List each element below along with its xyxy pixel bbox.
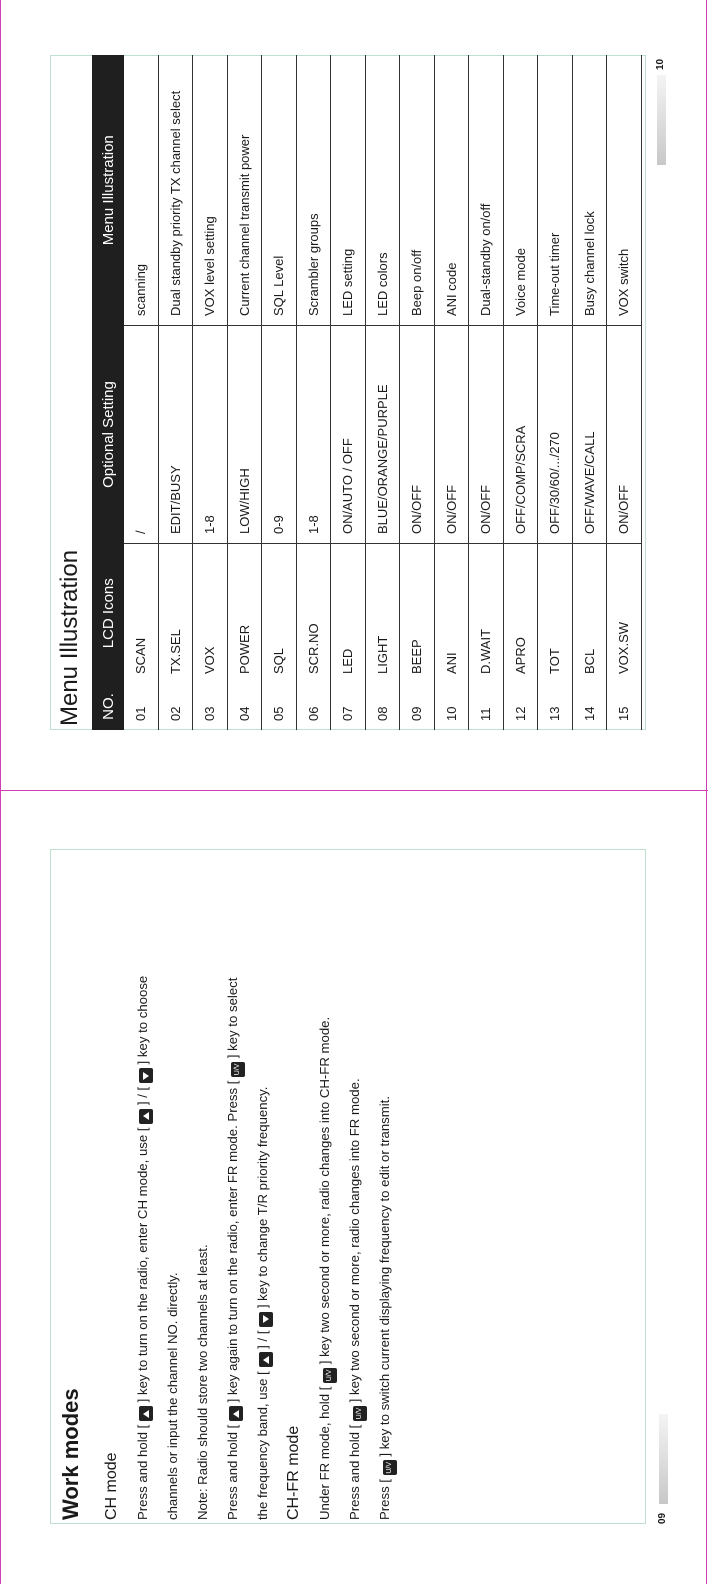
uv-key-icon: U/V xyxy=(383,1460,397,1475)
table-row xyxy=(607,55,642,730)
lcd-icon-cell: APRO xyxy=(503,544,538,684)
text: Under FR mode, hold [ xyxy=(317,1386,332,1520)
row-number: 05 xyxy=(262,683,297,730)
sheet-fold-line xyxy=(0,790,708,791)
row-number: 03 xyxy=(193,683,228,730)
text: the frequency band, use [ xyxy=(255,1371,270,1520)
lcd-icon-cell: POWER xyxy=(227,544,262,684)
text: ] / [ xyxy=(255,1330,270,1349)
sheet-border-right xyxy=(706,0,707,1584)
table-row xyxy=(400,55,435,730)
optional-setting-cell: 1-8 xyxy=(193,326,228,544)
row-number: 04 xyxy=(227,683,262,730)
text: ] key to choose xyxy=(135,975,150,1065)
text: ] key to switch current displaying frequency to edit or transmit. xyxy=(377,1095,392,1457)
row-number: 02 xyxy=(158,683,193,730)
table-row xyxy=(262,55,297,730)
optional-setting-cell: ON/OFF xyxy=(607,326,642,544)
lcd-icon-cell: LED xyxy=(331,544,366,684)
optional-setting-cell: OFF/COMP/SCRA xyxy=(503,326,538,544)
menu-illustration-cell: Scrambler groups xyxy=(296,55,331,326)
lcd-icon-cell: D.WAIT xyxy=(469,544,504,684)
lcd-icon-cell: TOT xyxy=(538,544,573,684)
table-row xyxy=(469,55,504,730)
table-row xyxy=(227,55,262,730)
row-number: 10 xyxy=(434,683,469,730)
ch-mode-heading: CH mode xyxy=(103,1452,120,1520)
table-row xyxy=(193,55,228,730)
up-key-icon xyxy=(139,1109,153,1124)
row-number: 07 xyxy=(331,683,366,730)
column-header: Optional Setting xyxy=(92,326,124,544)
ch-fr-line-1 xyxy=(310,850,340,1520)
lcd-icon-cell: LIGHT xyxy=(365,544,400,684)
menu-illustration-cell: Time-out timer xyxy=(538,55,573,326)
menu-illustration-cell: Dual standby priority TX channel select xyxy=(158,55,193,326)
menu-illustration-cell: Current channel transmit power xyxy=(227,55,262,326)
ch-mode-line-2: channels or input the channel NO. directly. xyxy=(165,1272,180,1520)
uv-key-icon: U/V xyxy=(323,1368,337,1383)
up-key-icon xyxy=(259,1352,273,1367)
ch-mode-note: Note: Radio should store two channels at least. xyxy=(195,1244,210,1520)
menu-illustration-cell: VOX switch xyxy=(607,55,642,326)
menu-illustration-page xyxy=(50,50,666,730)
table-row xyxy=(538,55,573,730)
up-key-icon xyxy=(229,1406,243,1421)
optional-setting-cell: EDIT/BUSY xyxy=(158,326,193,544)
text: Press and hold [ xyxy=(135,1424,150,1520)
column-header: NO. xyxy=(92,683,124,730)
up-key-icon xyxy=(139,1406,153,1421)
text: ] key again to turn on the radio, enter FR mode. Press [ xyxy=(225,1080,240,1403)
optional-setting-cell: OFF/30/60/.../270 xyxy=(538,326,573,544)
menu-illustration-cell: SQL Level xyxy=(262,55,297,326)
table-row xyxy=(124,55,158,730)
menu-illustration-cell: LED colors xyxy=(365,55,400,326)
row-number: 12 xyxy=(503,683,538,730)
text: ] key two second or more, radio changes into CH-FR mode. xyxy=(317,1016,332,1365)
optional-setting-cell: OFF/WAVE/CALL xyxy=(572,326,607,544)
text: ] key two second or more, radio changes into FR mode. xyxy=(347,1078,362,1403)
lcd-icon-cell: ANI xyxy=(434,544,469,684)
column-header: LCD Icons xyxy=(92,544,124,684)
page-number-bar xyxy=(657,75,666,165)
lcd-icon-cell: BCL xyxy=(572,544,607,684)
row-number: 14 xyxy=(572,683,607,730)
lcd-icon-cell: SCR.NO xyxy=(296,544,331,684)
optional-setting-cell: ON/OFF xyxy=(434,326,469,544)
menu-table-header xyxy=(92,55,124,730)
optional-setting-cell: ON/OFF xyxy=(400,326,435,544)
menu-illustration-cell: ANI code xyxy=(434,55,469,326)
text: ] key to change T/R priority frequency. xyxy=(255,1086,270,1309)
lcd-icon-cell: BEEP xyxy=(400,544,435,684)
menu-illustration-cell: Busy channel lock xyxy=(572,55,607,326)
table-row xyxy=(503,55,538,730)
table-row xyxy=(296,55,331,730)
text: Press and hold [ xyxy=(225,1424,240,1520)
optional-setting-cell: BLUE/ORANGE/PURPLE xyxy=(365,326,400,544)
table-row xyxy=(365,55,400,730)
row-number: 15 xyxy=(607,683,642,730)
lcd-icon-cell: VOX xyxy=(193,544,228,684)
column-header: Menu Illustration xyxy=(92,55,124,326)
ch-fr-mode-heading: CH-FR mode xyxy=(285,1425,302,1520)
optional-setting-cell: 1-8 xyxy=(296,326,331,544)
optional-setting-cell: LOW/HIGH xyxy=(227,326,262,544)
table-row xyxy=(434,55,469,730)
row-number: 09 xyxy=(400,683,435,730)
page-title: Work modes xyxy=(58,1388,83,1520)
table-row xyxy=(158,55,193,730)
lcd-icon-cell: SQL xyxy=(262,544,297,684)
menu-illustration-cell: scanning xyxy=(124,55,158,326)
lcd-icon-cell: VOX.SW xyxy=(607,544,642,684)
sheet-border-left xyxy=(0,0,1,1584)
down-key-icon xyxy=(259,1312,273,1327)
menu-table xyxy=(92,55,642,730)
row-number: 13 xyxy=(538,683,573,730)
page-number: 09 xyxy=(657,1512,668,1524)
text: ] key to turn on the radio, enter CH mode, use [ xyxy=(135,1127,150,1403)
lcd-icon-cell: SCAN xyxy=(124,544,158,684)
menu-illustration-cell: LED setting xyxy=(331,55,366,326)
text: Press [ xyxy=(377,1478,392,1520)
menu-illustration-cell: Beep on/off xyxy=(400,55,435,326)
row-number: 11 xyxy=(469,683,504,730)
text: ] key to select xyxy=(225,977,240,1059)
row-number: 01 xyxy=(124,683,158,730)
menu-illustration-cell: Dual-standby on/off xyxy=(469,55,504,326)
lcd-icon-cell: TX.SEL xyxy=(158,544,193,684)
text: Press and hold [ xyxy=(347,1424,362,1520)
page-title: Menu Illustration xyxy=(56,549,83,726)
optional-setting-cell: / xyxy=(124,326,158,544)
table-row xyxy=(331,55,366,730)
row-number: 06 xyxy=(296,683,331,730)
menu-illustration-cell: VOX level setting xyxy=(193,55,228,326)
text: ] / [ xyxy=(135,1086,150,1106)
page-number-bar xyxy=(659,1414,668,1504)
page-number: 10 xyxy=(655,58,666,70)
ch-fr-line-2 xyxy=(340,850,370,1520)
fr-mode-line-1 xyxy=(218,850,248,1520)
down-key-icon xyxy=(139,1068,153,1083)
ch-fr-line-3 xyxy=(370,850,400,1520)
table-row xyxy=(572,55,607,730)
work-modes-page xyxy=(50,844,668,1524)
optional-setting-cell: ON/OFF xyxy=(469,326,504,544)
menu-illustration-cell: Voice mode xyxy=(503,55,538,326)
fr-mode-line-2 xyxy=(248,850,278,1520)
ch-mode-line-1 xyxy=(128,850,158,1520)
row-number: 08 xyxy=(365,683,400,730)
optional-setting-cell: ON/AUTO / OFF xyxy=(331,326,366,544)
uv-key-icon: U/V xyxy=(231,1062,245,1077)
work-modes-body xyxy=(96,850,400,1520)
uv-key-icon: U/V xyxy=(353,1406,367,1421)
optional-setting-cell: 0-9 xyxy=(262,326,297,544)
